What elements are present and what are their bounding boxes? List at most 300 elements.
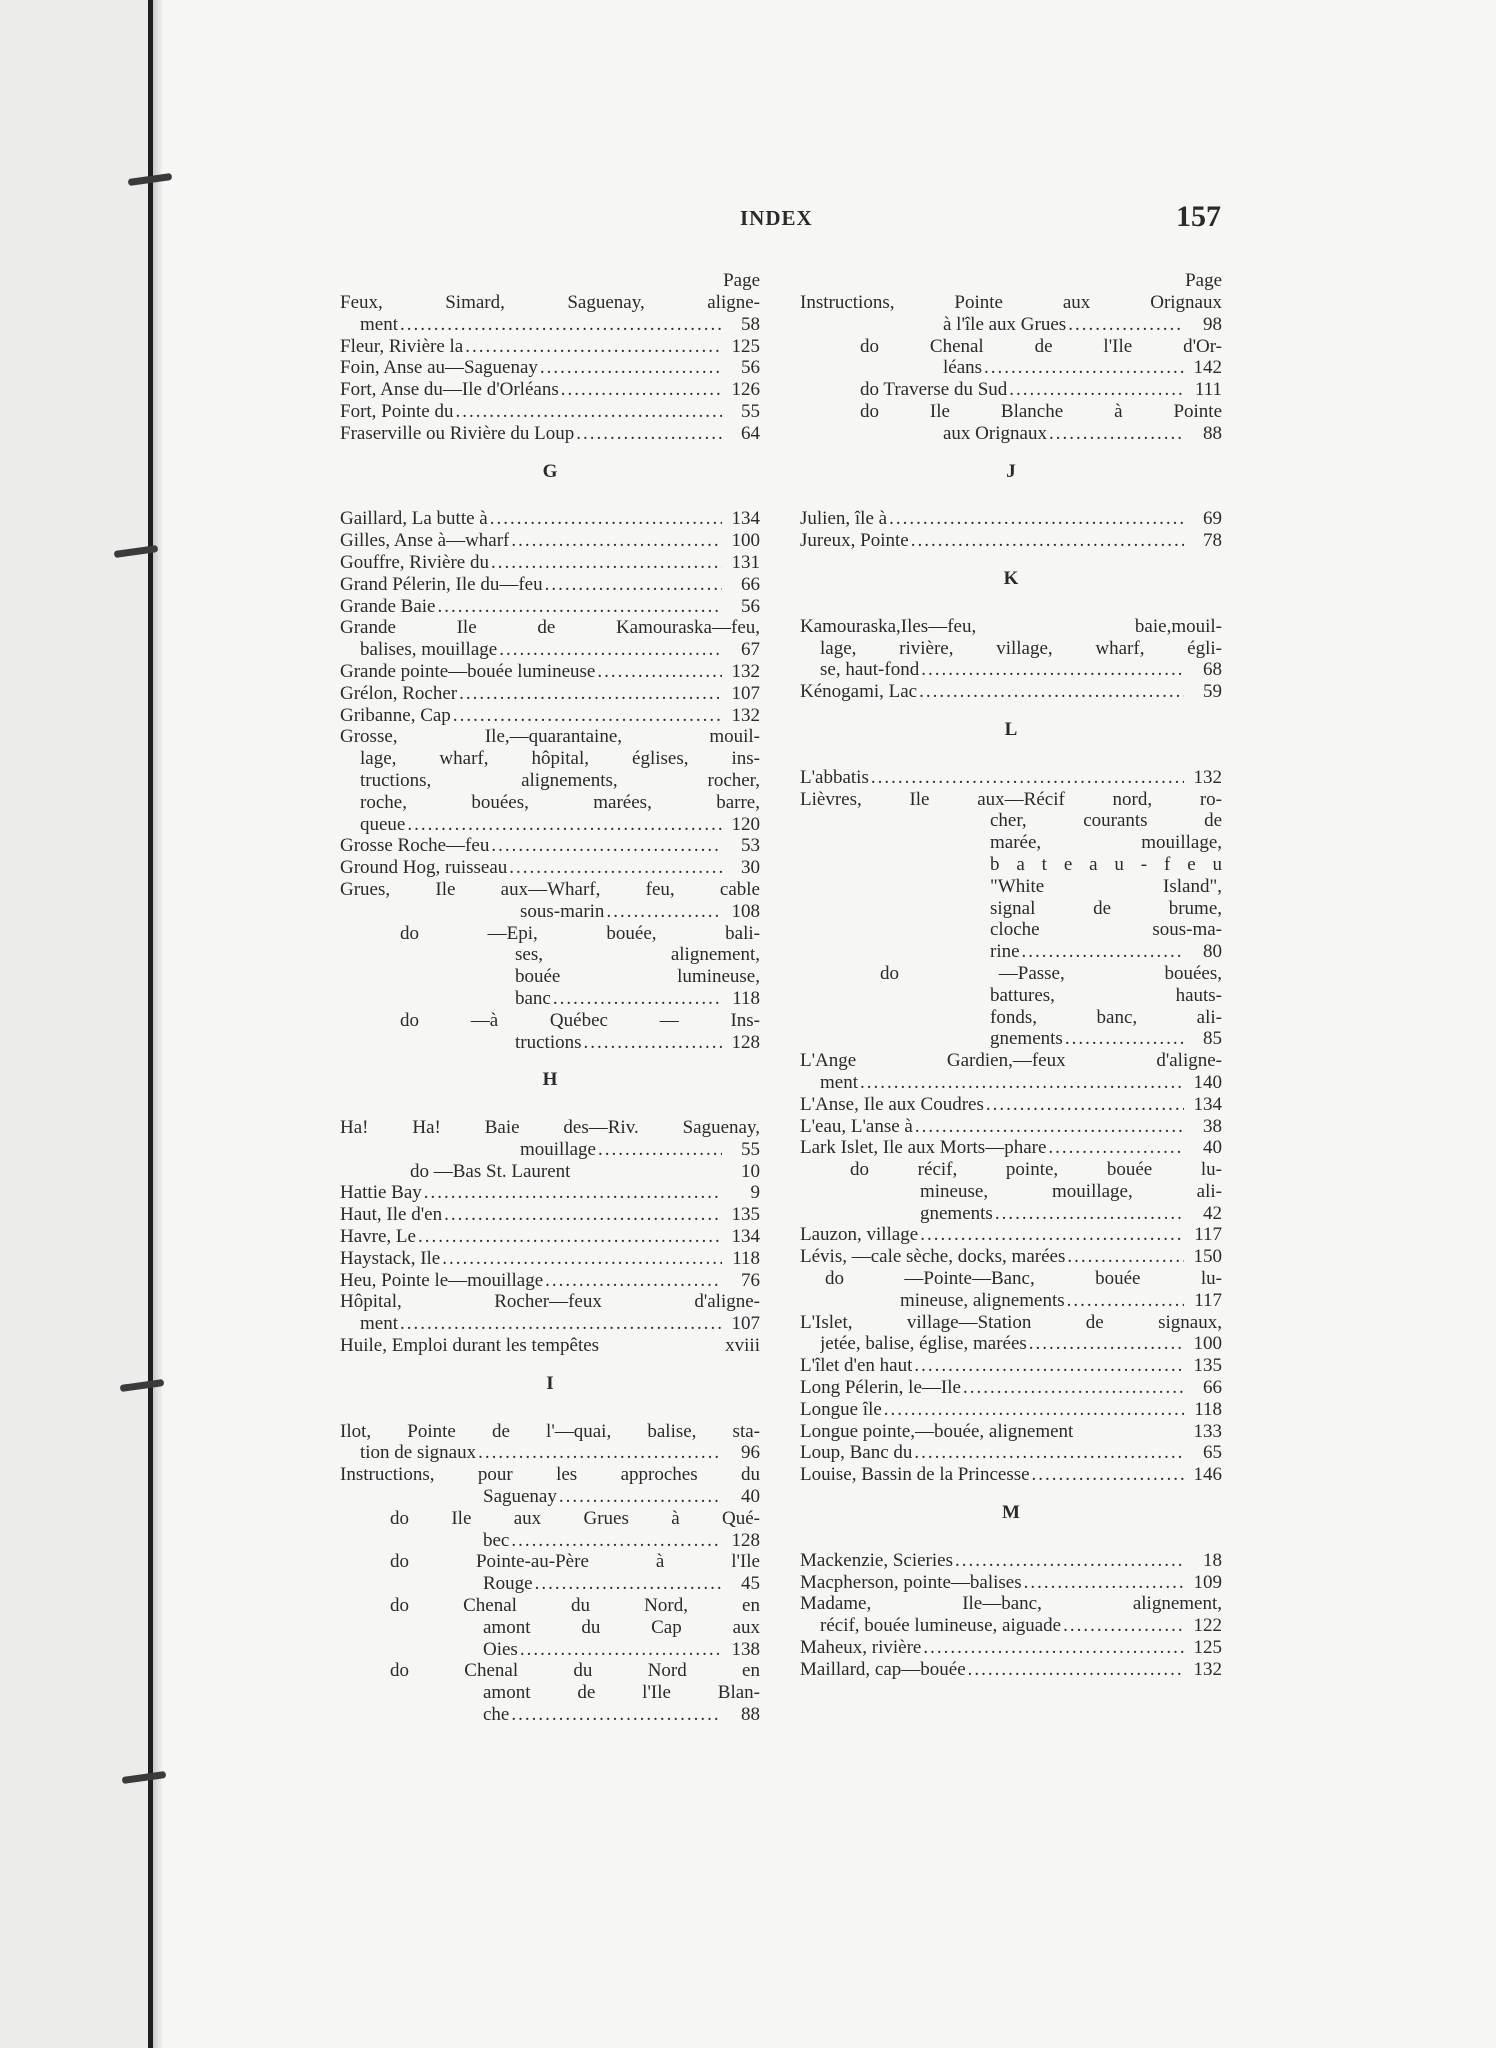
entry-text: Lark Islet, Ile aux Morts—phare — [800, 1137, 1047, 1159]
dot-leader — [1068, 314, 1184, 336]
entry-text: Longue île — [800, 1398, 882, 1420]
entry-page-ref: 88 — [741, 1704, 760, 1726]
index-entry-line — [800, 1593, 1222, 1615]
entry-page-ref: 132 — [731, 660, 760, 682]
entry-page-ref: 107 — [731, 1313, 760, 1335]
entry-text: ment — [360, 1313, 398, 1335]
entry-text: sous-marin — [520, 900, 605, 922]
entry-text: Grande pointe—bouée lumineuse — [340, 660, 596, 682]
index-entry-line — [800, 423, 1222, 445]
dot-leader — [478, 1442, 722, 1464]
dot-leader — [1067, 1246, 1184, 1268]
entry-text: Haut, Ile d'en — [340, 1204, 443, 1226]
entry-text: ment — [820, 1071, 858, 1093]
entry-page-ref: 55 — [741, 1138, 760, 1160]
entry-text: Long Pélerin, le—Ile — [800, 1377, 961, 1399]
index-entry-line — [800, 789, 1222, 811]
entry-text: cher, courants de — [990, 810, 1222, 832]
dot-leader — [444, 1204, 722, 1226]
entry-text: mineuse, mouillage, ali- — [920, 1180, 1222, 1202]
index-entry-line — [340, 1551, 760, 1573]
entry-page-ref: xviii — [725, 1335, 760, 1357]
entry-text: Julien, île à — [800, 508, 888, 530]
entry-text: do —Bas St. Laurent — [410, 1160, 571, 1182]
entry-text: do —Epi, bouée, bali- — [400, 922, 760, 944]
entry-text: banc — [515, 987, 551, 1009]
entry-page-ref: 30 — [741, 857, 760, 879]
dot-leader — [914, 1355, 1184, 1377]
entry-text: Ilot, Pointe de l'—quai, balise, sta- — [340, 1420, 760, 1442]
section-letter-heading: G — [542, 460, 558, 482]
dot-leader — [923, 1637, 1184, 1659]
entry-page-ref: 38 — [1203, 1115, 1222, 1137]
entry-text: do Chenal du Nord, en — [390, 1595, 760, 1617]
dot-leader — [955, 1550, 1184, 1572]
entry-text: do Chenal du Nord en — [390, 1660, 760, 1682]
section-letter-heading: K — [1003, 567, 1019, 589]
entry-page-ref: 69 — [1203, 508, 1222, 530]
entry-text: gnements — [990, 1028, 1063, 1050]
dot-leader — [553, 988, 722, 1010]
index-entry-line — [340, 379, 760, 401]
entry-text: Saguenay — [483, 1486, 557, 1508]
entry-text: Fort, Anse du—Ile d'Orléans — [340, 379, 559, 401]
index-entry-line — [800, 832, 1222, 854]
index-entry-line — [340, 792, 760, 814]
entry-page-ref: 96 — [741, 1442, 760, 1464]
entry-text: Longue pointe,—bouée, alignement — [800, 1420, 1074, 1442]
binding-shadow — [153, 0, 163, 2048]
entry-page-ref: 78 — [1203, 530, 1222, 552]
entry-text: Grélon, Rocher — [340, 682, 458, 704]
entry-page-ref: 56 — [741, 357, 760, 379]
index-entry-line — [340, 661, 760, 683]
entry-text: Grosse, Ile,—quarantaine, mouil- — [340, 726, 760, 748]
dot-leader — [511, 1704, 722, 1726]
index-entry-line — [800, 1615, 1222, 1637]
dot-leader — [491, 552, 722, 574]
index-entry-line — [340, 857, 760, 879]
entry-page-ref: 117 — [1194, 1289, 1222, 1311]
index-entry-line — [340, 966, 760, 988]
index-entry-line — [800, 530, 1222, 552]
entry-text: lage, wharf, hôpital, églises, ins- — [360, 748, 760, 770]
index-entry-line — [340, 1182, 760, 1204]
index-entry-line — [800, 1312, 1222, 1334]
index-entry-line — [800, 1050, 1222, 1072]
index-entry-line — [340, 1248, 760, 1270]
index-entry-line — [340, 552, 760, 574]
dot-leader — [559, 1486, 722, 1508]
entry-page-ref: 55 — [741, 400, 760, 422]
index-entry-line — [340, 835, 760, 857]
entry-text: L'Ange Gardien,—feux d'aligne- — [800, 1050, 1222, 1072]
entry-text: signal de brume, — [990, 897, 1222, 919]
entry-page-ref: 65 — [1203, 1442, 1222, 1464]
entry-text: Haystack, Ile — [340, 1247, 441, 1269]
entry-page-ref: 125 — [731, 335, 760, 357]
index-entry-line — [340, 988, 760, 1010]
entry-text: Foin, Anse au—Saguenay — [340, 357, 538, 379]
entry-text: Hattie Bay — [340, 1182, 422, 1204]
entry-text: Huile, Emploi durant les tempêtes — [340, 1335, 600, 1357]
dot-leader — [1063, 1615, 1184, 1637]
entry-text: marée, mouillage, — [990, 832, 1222, 854]
index-entry-line — [800, 336, 1222, 358]
entry-page-ref: 88 — [1203, 422, 1222, 444]
page-column-label: Page — [723, 270, 760, 291]
index-entry-line — [340, 1682, 760, 1704]
index-entry-line — [340, 292, 760, 314]
entry-page-ref: 120 — [731, 813, 760, 835]
entry-text: L'Islet, village—Station de signaux, — [800, 1311, 1222, 1333]
entry-text: Gaillard, La butte à — [340, 508, 488, 530]
entry-page-ref: 140 — [1193, 1071, 1222, 1093]
index-entry-line — [800, 941, 1222, 963]
entry-text: mouillage — [520, 1138, 596, 1160]
index-entry-line — [800, 1028, 1222, 1050]
entry-text: lage, rivière, village, wharf, égli- — [820, 637, 1222, 659]
entry-page-ref: 150 — [1193, 1246, 1222, 1268]
index-entry-line — [340, 1421, 760, 1443]
dot-leader — [400, 314, 722, 336]
entry-text: Gilles, Anse à—wharf — [340, 530, 510, 552]
entry-text: Louise, Bassin de la Princesse — [800, 1464, 1030, 1486]
index-entry-line — [340, 1660, 760, 1682]
dot-leader — [511, 1530, 722, 1552]
entry-page-ref: 128 — [731, 1529, 760, 1551]
index-entry-line — [340, 1291, 760, 1313]
entry-page-ref: 42 — [1203, 1202, 1222, 1224]
entry-text: Grosse Roche—feu — [340, 835, 490, 857]
entry-page-ref: 107 — [731, 682, 760, 704]
index-entry-line — [340, 1595, 760, 1617]
entry-page-ref: 132 — [1193, 1658, 1222, 1680]
index-entry-line — [340, 617, 760, 639]
section-letter-heading: M — [1002, 1502, 1020, 1524]
index-entry-line — [340, 357, 760, 379]
dot-leader — [520, 1639, 722, 1661]
index-entry-line — [800, 985, 1222, 1007]
entry-text: tructions, alignements, rocher, — [360, 769, 760, 791]
entry-text: Maillard, cap—bouée — [800, 1658, 966, 1680]
entry-text: Gribanne, Cap — [340, 704, 451, 726]
dot-leader — [424, 1182, 722, 1204]
entry-text: queue — [360, 813, 406, 835]
dot-leader — [597, 661, 722, 683]
entry-text: Havre, Le — [340, 1226, 416, 1248]
index-entry-line — [800, 1181, 1222, 1203]
entry-page-ref: 66 — [1203, 1377, 1222, 1399]
index-entry-line — [800, 1246, 1222, 1268]
entry-text: roche, bouées, marées, barre, — [360, 791, 760, 813]
dot-leader — [1024, 1572, 1184, 1594]
index-entry-line — [340, 1508, 760, 1530]
index-entry-line — [340, 944, 760, 966]
entry-text: Loup, Banc du — [800, 1442, 913, 1464]
entry-page-ref: 138 — [731, 1638, 760, 1660]
entry-text: ment — [360, 313, 398, 335]
entry-text: do —Pointe—Banc, bouée lu- — [825, 1268, 1222, 1290]
index-entry-line — [340, 530, 760, 552]
index-entry-line — [800, 1333, 1222, 1355]
entry-page-ref: 109 — [1193, 1571, 1222, 1593]
entry-text: Gouffre, Rivière du — [340, 551, 489, 573]
index-entry-line — [340, 1313, 760, 1335]
entry-text: Fleur, Rivière la — [340, 335, 464, 357]
section-letter-heading: I — [546, 1372, 554, 1394]
dot-leader — [915, 1116, 1184, 1138]
entry-text: tructions — [515, 1031, 582, 1053]
index-entry-line — [340, 1639, 760, 1661]
dot-leader — [606, 901, 722, 923]
entry-text: b a t e a u - f e u — [990, 853, 1222, 875]
dot-leader — [963, 1377, 1184, 1399]
index-entry-line — [340, 1704, 760, 1726]
entry-page-ref: 134 — [731, 1226, 760, 1248]
dot-leader — [1067, 1290, 1184, 1312]
entry-page-ref: 132 — [1193, 766, 1222, 788]
index-entry-line — [800, 1159, 1222, 1181]
dot-leader — [860, 1072, 1184, 1094]
index-entry-line — [800, 810, 1222, 832]
dot-leader — [407, 814, 722, 836]
entry-page-ref: 111 — [1194, 379, 1222, 401]
dot-leader — [509, 857, 722, 879]
index-entry-line — [800, 1377, 1222, 1399]
index-column-left — [340, 270, 760, 1726]
dot-leader — [889, 508, 1184, 530]
index-entry-line — [340, 1139, 760, 1161]
dot-leader — [400, 1313, 722, 1335]
dot-leader — [561, 379, 722, 401]
entry-text: do Ile aux Grues à Qué- — [390, 1507, 760, 1529]
entry-text: Hôpital, Rocher—feux d'aligne- — [340, 1291, 760, 1313]
dot-leader — [1065, 1028, 1184, 1050]
dot-leader — [1022, 941, 1184, 963]
entry-page-ref: 131 — [731, 551, 760, 573]
entry-text: Rouge — [483, 1573, 533, 1595]
index-entry-line — [800, 1094, 1222, 1116]
index-entry-line — [340, 1117, 760, 1139]
entry-page-ref: 10 — [741, 1160, 760, 1182]
index-entry-line — [800, 292, 1222, 314]
index-entry-line — [800, 638, 1222, 660]
index-entry-line — [800, 1399, 1222, 1421]
entry-page-ref: 9 — [750, 1182, 760, 1204]
dot-leader — [986, 1094, 1184, 1116]
index-entry-line — [800, 1550, 1222, 1572]
entry-text: amont de l'Ile Blan- — [483, 1682, 760, 1704]
entry-text: Madame, Ile—banc, alignement, — [800, 1593, 1222, 1615]
index-entry-line — [340, 1226, 760, 1248]
dot-leader — [437, 596, 722, 618]
index-entry-line — [800, 854, 1222, 876]
index-entry-line — [800, 876, 1222, 898]
dot-leader — [442, 1248, 722, 1270]
index-entry-line — [340, 923, 760, 945]
page-number: 157 — [1176, 200, 1221, 233]
dot-leader — [511, 530, 722, 552]
entry-page-ref: 85 — [1203, 1028, 1222, 1050]
entry-page-ref: 76 — [741, 1269, 760, 1291]
index-entry-line — [800, 898, 1222, 920]
index-entry-line — [800, 616, 1222, 638]
entry-text: L'eau, L'anse à — [800, 1115, 913, 1137]
index-entry-line — [800, 919, 1222, 941]
entry-text: Feux, Simard, Saguenay, aligne- — [340, 292, 760, 313]
index-entry-line — [800, 1421, 1222, 1443]
index-entry-line — [340, 336, 760, 358]
index-entry-line — [800, 1659, 1222, 1681]
entry-text: balises, mouillage — [360, 639, 498, 661]
index-entry-line — [340, 726, 760, 748]
index-entry-line — [340, 1573, 760, 1595]
index-entry-line — [340, 401, 760, 423]
entry-text: Maheux, rivière — [800, 1637, 922, 1659]
entry-text: jetée, balise, église, marées — [820, 1333, 1027, 1355]
entry-page-ref: 142 — [1193, 357, 1222, 379]
dot-leader — [499, 639, 722, 661]
entry-text: Grand Pélerin, Ile du—feu — [340, 573, 543, 595]
entry-page-ref: 118 — [1194, 1398, 1222, 1420]
entry-text: léans — [943, 357, 983, 379]
entry-text: L'abbatis — [800, 766, 869, 788]
index-entry-line — [340, 1204, 760, 1226]
entry-page-ref: 135 — [731, 1204, 760, 1226]
entry-page-ref: 118 — [732, 987, 760, 1009]
index-entry-line — [340, 748, 760, 770]
entry-text: bec — [483, 1529, 510, 1551]
dot-leader — [914, 1442, 1184, 1464]
dot-leader — [535, 1573, 722, 1595]
index-entry-line — [340, 1617, 760, 1639]
section-letter-heading: J — [1006, 460, 1016, 482]
entry-text: récif, bouée lumineuse, aiguade — [820, 1615, 1062, 1637]
index-entry-line — [340, 814, 760, 836]
index-entry-line — [340, 683, 760, 705]
index-entry-line — [340, 508, 760, 530]
dot-leader — [871, 767, 1184, 789]
index-entry-line — [800, 1572, 1222, 1594]
dot-leader — [921, 659, 1184, 681]
index-entry-line — [800, 1007, 1222, 1029]
entry-text: bouée lumineuse, — [515, 966, 760, 988]
entry-text: Jureux, Pointe — [800, 530, 909, 552]
entry-text: Oies — [483, 1638, 518, 1660]
entry-text: Fraserville ou Rivière du Loup — [340, 422, 575, 444]
entry-page-ref: 133 — [1193, 1420, 1222, 1442]
entry-page-ref: 67 — [741, 639, 760, 661]
index-entry-line — [800, 508, 1222, 530]
index-entry-line — [800, 1116, 1222, 1138]
index-entry-line — [800, 401, 1222, 423]
entry-text: L'îlet d'en haut — [800, 1355, 913, 1377]
entry-text: se, haut-fond — [820, 659, 920, 681]
dot-leader — [545, 1270, 722, 1292]
entry-text: Lièvres, Ile aux—Récif nord, ro- — [800, 788, 1222, 810]
entry-text: Instructions, pour les approches du — [340, 1464, 760, 1486]
entry-text: amont du Cap aux — [483, 1616, 760, 1638]
index-entry-line — [800, 1137, 1222, 1159]
entry-page-ref: 117 — [1194, 1224, 1222, 1246]
section-letter-heading: L — [1004, 718, 1018, 740]
entry-text: do récif, pointe, bouée lu- — [850, 1159, 1222, 1181]
entry-page-ref: 128 — [731, 1031, 760, 1053]
index-entry-line — [800, 357, 1222, 379]
entry-text: Instructions, Pointe aux Orignaux — [800, 292, 1222, 313]
entry-page-ref: 64 — [741, 422, 760, 444]
index-entry-line — [800, 1224, 1222, 1246]
entry-text: do Traverse du Sud — [860, 379, 1008, 401]
index-entry-line — [340, 1335, 760, 1357]
entry-text: Kamouraska,Iles—feu, baie,mouil- — [800, 615, 1222, 637]
dot-leader — [1048, 1137, 1184, 1159]
index-entry-line — [800, 1355, 1222, 1377]
dot-leader — [491, 835, 722, 857]
entry-text: à l'île aux Grues — [943, 313, 1067, 335]
index-entry-line — [800, 1268, 1222, 1290]
section-letter-heading: H — [542, 1069, 558, 1091]
page-column-label: Page — [1185, 270, 1222, 291]
index-entry-line — [800, 963, 1222, 985]
index-entry-line — [340, 1032, 760, 1054]
index-column-right — [800, 270, 1222, 1681]
entry-page-ref: 18 — [1203, 1549, 1222, 1571]
index-entry-line — [340, 314, 760, 336]
entry-text: do Ile Blanche à Pointe — [860, 400, 1222, 422]
entry-page-ref: 98 — [1203, 313, 1222, 335]
entry-text: Grande Ile de Kamouraska—feu, — [340, 617, 760, 639]
dot-leader — [545, 574, 722, 596]
index-entry-line — [800, 1203, 1222, 1225]
entry-page-ref: 56 — [741, 595, 760, 617]
index-entry-line — [340, 770, 760, 792]
entry-text: do —Passe, bouées, — [880, 962, 1222, 984]
entry-text: Ha! Ha! Baie des—Riv. Saguenay, — [340, 1117, 760, 1139]
index-entry-line — [340, 1530, 760, 1552]
index-entry-line — [340, 1442, 760, 1464]
index-entry-line — [800, 314, 1222, 336]
dot-leader — [453, 705, 722, 727]
entry-page-ref: 100 — [1193, 1333, 1222, 1355]
entry-page-ref: 126 — [731, 379, 760, 401]
entry-text: Lauzon, village — [800, 1224, 919, 1246]
entry-text: tion de signaux — [360, 1442, 477, 1464]
entry-text: cloche sous-ma- — [990, 919, 1222, 941]
dot-leader — [465, 336, 722, 358]
entry-text: Ground Hog, ruisseau — [340, 857, 508, 879]
index-entry-line — [800, 1072, 1222, 1094]
index-entry-line — [800, 1464, 1222, 1486]
entry-page-ref: 40 — [1203, 1137, 1222, 1159]
entry-page-ref: 53 — [741, 835, 760, 857]
dot-leader — [455, 401, 722, 423]
dot-leader — [576, 423, 722, 445]
entry-page-ref: 100 — [731, 530, 760, 552]
entry-page-ref: 40 — [741, 1486, 760, 1508]
entry-page-ref: 118 — [732, 1247, 760, 1269]
entry-text: aux Orignaux — [943, 422, 1047, 444]
index-entry-line — [340, 639, 760, 661]
index-entry-line — [800, 681, 1222, 703]
dot-leader — [459, 683, 722, 705]
index-entry-line — [800, 1290, 1222, 1312]
entry-page-ref: 134 — [1193, 1093, 1222, 1115]
index-entry-line — [800, 659, 1222, 681]
entry-page-ref: 80 — [1203, 941, 1222, 963]
entry-text: "White Island", — [990, 875, 1222, 897]
